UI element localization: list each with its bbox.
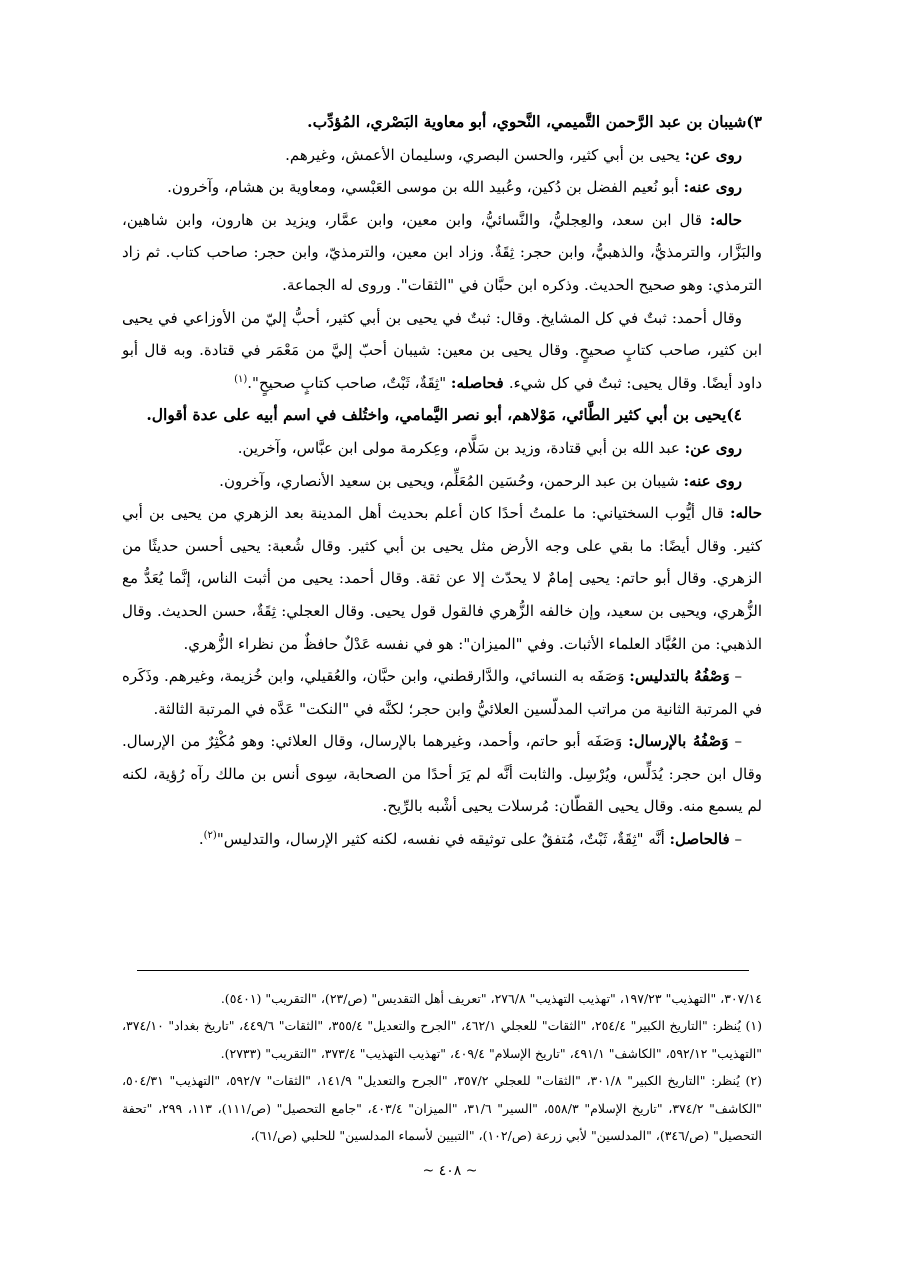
footnote-2: (٢) يُنظر: "التاريخ الكبير" ٣٠١/٨، "الثقات" للعجلي ٣٥٧/٢، "الجرح والتعديل" ١٤١/٩، "الثقات" ٥٩٢/٧، "التهذيب" ٥٠٤/٣١، "الكاشف" ٣٧٤/٢، "تاريخ الإسلام" ٥٥٨/٣، "السير" ٣١/٦، "الميزان" ٤٠٣/٤، "جامع التحصيل" (ص/١١١)، ١١٣، ٢٩٩، "تحفة التحصيل" (ص/٣٤٦)، "المدلسين" لأبي زرعة (ص/١٠٢)، "التبيين لأسماء المدلسين" للحلبي (ص/٦١)، <box>122 1073 762 1144</box>
narrated-from-label: روى عن: <box>684 438 742 457</box>
narrated-by-label: روى عنه: <box>683 178 742 197</box>
irsal-label: وَصْفُهُ بالإرسال: <box>628 732 729 751</box>
main-text <box>122 106 762 856</box>
conclusion-end: . <box>198 830 204 849</box>
dash: – <box>734 732 742 751</box>
narrated-by-text: أبو نُعيم الفضل بن دُكين، وعُبيد الله بن موسى العَبْسي، ومعاوية بن هشام، وآخرون. <box>167 178 684 197</box>
entry-3-ahmad-opinion <box>122 302 762 400</box>
entry-4-conclusion <box>122 823 762 856</box>
page-number: ~ ٤٠٨ ~ <box>422 1163 478 1179</box>
footnote-ref-2[interactable]: (٢) <box>203 830 217 842</box>
conclusion-label: فالحاصل: <box>669 830 730 849</box>
irsal-text: وَصَفَه أبو حاتم، وأحمد، وغيرهما بالإرسال، وقال العلائي: وهو مُكْثِرٌ من الإرسال. وقال ابن حجر: يُدَلِّس، ويُرْسِل. والثابت أنَّه لم يَرَ أحدًا من الصحابة، سِوى أنس بن مالك رآه رُؤية، لكنه لم يسمع منه. وقال يحيى القطّان: مُرسلات يحيى أشْبه بالرِّيح. <box>122 732 762 816</box>
narrated-from-text: عبد الله بن أبي قتادة، وزيد بن سَلَّام، وعِكرمة مولى ابن عبَّاس، وآخرين. <box>237 438 685 457</box>
ahmad-opinion-text: وقال أحمد: ثبتٌ في كل المشايخ. وقال: ثبتٌ في يحيى بن أبي كثير، أحبُّ إليّ من الأوزاعي في يحيى ابن كثير، صاحب كتابٍ صحيحٍ. وقال يحيى بن معين: شيبان أحبّ إليَّ من مَعْمَر في قتادة. وبه قال أبو داود أيضًا. وقال يحيى: ثبتٌ في كل شيء. <box>122 308 762 392</box>
entry-3-narrated-by <box>122 171 762 204</box>
conclusion-text: أنَّه "ثِقَةٌ، ثَبْتٌ، مُتفقٌ على توثيقه في نفسه، لكنه كثير الإرسال، والتدليس" <box>216 830 670 849</box>
entry-4-status <box>122 497 762 660</box>
narrated-from-label: روى عن: <box>684 145 742 164</box>
status-text: قال أيُّوب السختياني: ما علمتُ أحدًا كان أعلم بحديث أهل المدينة بعد الزهري من يحيى بن أبي كثير. وقال أيضًا: ما بقي على وجه الأرض مثل يحيى بن أبي كثير. وقال شُعبة: يحيى أحسن حديثًا من الزهري. وقال أبو حاتم: يحيى إمامٌ لا يحدّث إلا عن ثقة. وقال أحمد: يحيى من أثبت الناس، إنَّما يُعَدُّ مع الزُّهري، ويحيى بن سعيد، وإن خالفه الزُّهري فالقول قول يحيى. وقال العجلي: ثِقَةٌ، حسن الحديث. وقال الذهبي: من العُبَّاد العلماء الأثبات. وفي "الميزان": هو في نفسه عَدْلٌ حافظٌ من نظراء الزُّهري. <box>122 504 762 653</box>
tadlis-text: وَصَفَه به النسائي، والدَّارقطني، وابن حبَّان، والعُقيلي، وابن خُزيمة، وغيرهم. وذَكَره في المرتبة الثانية من مراتب المدلّسين العلائيُّ وابن حجر؛ لكنَّه في "النكت" عَدَّه في المرتبة الثالثة. <box>122 667 762 718</box>
entry-4-heading: ٤)يحيى بن أبي كثير الطَّائي، مَوْلاهم، أبو نصر اليَّمامي، واختُلف في اسم أبيه على عدة أقوال. <box>146 405 742 425</box>
footnote-ref-1[interactable]: (١) <box>234 373 248 385</box>
footnotes <box>122 985 762 1149</box>
dash: – <box>734 667 742 686</box>
footnote-1: (١) يُنظر: "التاريخ الكبير" ٢٥٤/٤، "الثقات" للعجلي ٤٦٢/١، "الجرح والتعديل" ٣٥٥/٤، "الثقات" ٤٤٩/٦، "تاريخ بغداد" ٣٧٤/١٠، "التهذيب" ٥٩٢/١٢، "الكاشف" ٤٩١/١، "تاريخ الإسلام" ٤٠٩/٤، "تهذيب التهذيب" ٣٧٣/٤، "التقريب" (٢٧٣٣). <box>122 1018 762 1061</box>
narrated-from-text: يحيى بن أبي كثير، والحسن البصري، وسليمان الأعمش، وغيرهم. <box>285 145 685 164</box>
narrated-by-text: شيبان بن عبد الرحمن، وحُسَين المُعَلِّم، ويحيى بن سعيد الأنصاري، وآخرون. <box>219 471 684 490</box>
summary-label: فحاصله: <box>450 373 509 392</box>
tadlis-label: وَصْفُهُ بالتدليس: <box>629 667 730 686</box>
entry-3-heading: ٣)شيبان بن عبد الرَّحمن التَّميمي، النَّحوي، أبو معاوية البَصْري، المُؤدِّب. <box>307 112 762 131</box>
entry-3-narrated-from <box>122 139 762 172</box>
status-text: قال ابن سعد، والعِجليُّ، والنَّسائيُّ، وابن معين، وابن عمَّار، ويزيد بن هارون، وابن شاهين، والبَزَّار، والترمذيُّ، والذهبيُّ، وابن حجر: ثِقَةٌ. وزاد ابن معين، والترمذيّ، وابن حجر: صاحب كتاب. ثم زاد الترمذي: وهو صحيح الحديث. وذكره ابن حبَّان في "الثقات". وروى له الجماعة. <box>122 210 762 294</box>
footnote-continuation: ٣٠٧/١٤، "التهذيب" ١٩٧/٢٣، "تهذيب التهذيب" ٢٧٦/٨، "تعريف أهل التقديس" (ص/٢٣)، "التقريب" (٥٤٠١). <box>220 991 762 1006</box>
entry-4-tadlis <box>122 660 762 725</box>
status-label: حاله: <box>710 210 742 229</box>
status-label: حاله: <box>730 504 762 523</box>
dash: – <box>734 830 742 849</box>
entry-4-narrated-by <box>122 465 762 498</box>
entry-4-irsal <box>122 725 762 823</box>
summary-text: "ثِقَةٌ، ثَبْتٌ، صاحب كتابٍ صحيحٍ". <box>247 373 451 392</box>
narrated-by-label: روى عنه: <box>683 471 742 490</box>
entry-4-narrated-from <box>122 432 762 465</box>
entry-3-status <box>122 204 762 302</box>
footnote-separator <box>137 970 749 971</box>
